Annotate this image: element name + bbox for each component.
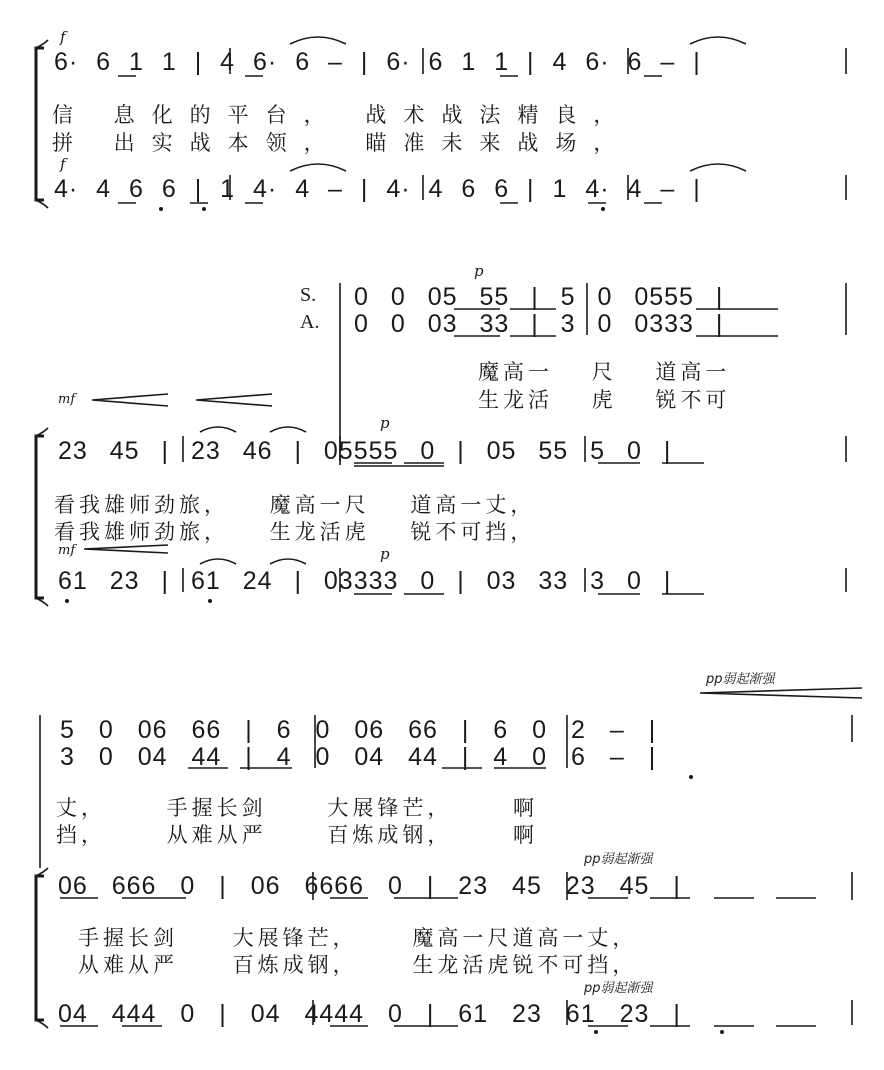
dynamic-pp-label-upper: pp弱起渐强 bbox=[584, 852, 653, 867]
voice-label-alto: A. bbox=[300, 311, 320, 333]
alto-notes: 0 0 03 33 | 3 0 0333 | bbox=[354, 310, 724, 338]
soprano-notes: 0 0 05 55 | 5 0 0555 | bbox=[354, 283, 724, 311]
dynamic-f-lower: f bbox=[60, 155, 66, 173]
system3-bracket bbox=[36, 876, 44, 1020]
lyric-verse2: 拼 出实战本领， 瞄准未来战场， bbox=[52, 131, 632, 155]
lyric-choir3-verse1: 手握长剑 大展锋芒， 魔高一尺道高一丈， bbox=[78, 926, 638, 950]
dynamic-pp-label-lower: pp弱起渐强 bbox=[584, 981, 653, 996]
lyric-choir-verse2: 看我雄师劲旅， 生龙活虎 锐不可挡， bbox=[54, 520, 536, 544]
dynamic-mf-top: mf bbox=[58, 392, 76, 407]
choir-lower-notes-3: 04 444 0 | 04 4444 0 | 61 23 61 23 | bbox=[58, 1000, 681, 1028]
dynamic-p-choir-upper: p bbox=[380, 414, 390, 432]
choir-upper-notes-3: 06 666 0 | 06 6666 0 | 23 45 23 45 | bbox=[58, 872, 681, 900]
lyric-sa3-verse2: 挡， 从难从严 百炼成钢， 啊 bbox=[56, 823, 539, 847]
lyric-verse1: 信 息化的平台， 战术战法精良， bbox=[52, 103, 632, 127]
dynamic-f-upper: f bbox=[60, 28, 66, 46]
dynamic-pp-label-sa: pp弱起渐强 bbox=[706, 672, 775, 687]
system1-bracket bbox=[36, 48, 44, 200]
lyric-choir3-verse2: 从难从严 百炼成钢， 生龙活虎锐不可挡， bbox=[78, 953, 638, 977]
voice-label-soprano: S. bbox=[300, 284, 317, 306]
upper-voice-notes: 6· 6 1 1 | 4 6· 6 – | 6· 6 1 1 | 4 6· 6 – | bbox=[54, 48, 701, 76]
choir-lower-notes: 61 23 | 61 24 | 03333 0 | 03 33 3 0 | bbox=[58, 567, 672, 595]
lyric-choir-verse1: 看我雄师劲旅， 魔高一尺 道高一丈， bbox=[54, 493, 536, 517]
lyric-sa3-verse1: 丈， 手握长剑 大展锋芒， 啊 bbox=[56, 796, 539, 820]
lower-voice-notes: 4· 4 6 6 | 1 4· 4 – | 4· 4 6 6 | 1 4· 4 – | bbox=[54, 175, 701, 203]
lyric-sa-verse2: 生龙活 虎 锐不可 bbox=[478, 388, 731, 412]
alto-notes-3: 3 0 04 44 | 4 0 04 44 | 4 0 6 – | bbox=[60, 743, 657, 771]
system2-bracket bbox=[36, 436, 44, 598]
dynamic-mf-bottom: mf bbox=[58, 543, 76, 558]
dynamic-p-choir-lower: p bbox=[380, 545, 390, 563]
lyric-sa-verse1: 魔高一 尺 道高一 bbox=[478, 360, 731, 384]
choir-upper-notes: 23 45 | 23 46 | 05555 0 | 05 55 5 0 | bbox=[58, 437, 672, 465]
soprano-notes-3: 5 0 06 66 | 6 0 06 66 | 6 0 2 – | bbox=[60, 716, 657, 744]
dynamic-p-sa: p bbox=[474, 262, 484, 280]
